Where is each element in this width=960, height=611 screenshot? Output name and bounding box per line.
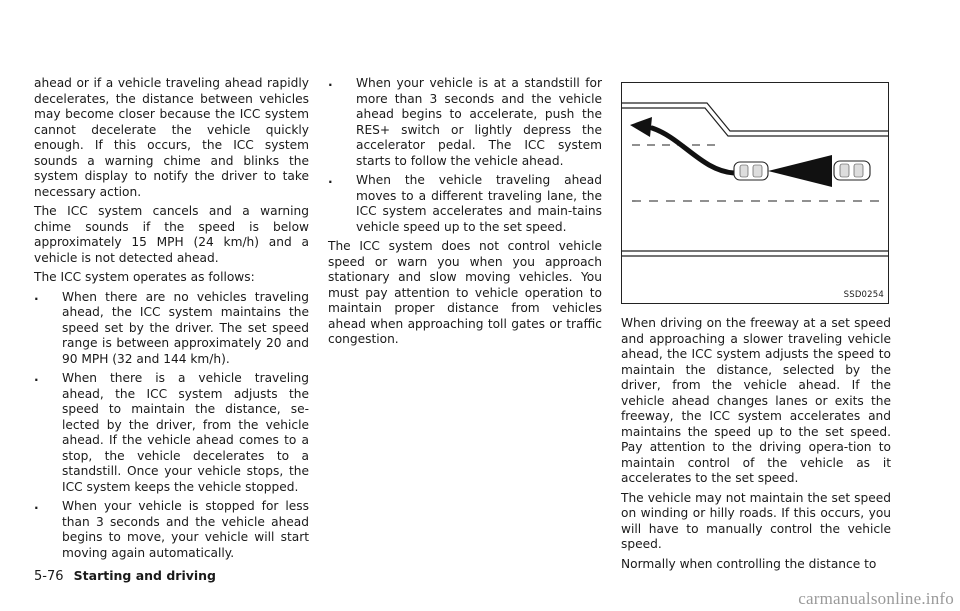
list-item-text: When your vehicle is at a standstill for more than 3 seconds and the vehicle ahead begins to accelerate, push the RES+ switch or lightly depress the accelerator pedal. The ICC system starts to follow the vehicle ahead. [356,76,602,168]
vehicle-ahead [834,161,870,180]
following-vehicle [734,162,768,180]
bullet-list [34,290,309,562]
text-column-right [621,316,891,576]
list-item-text: When the vehicle traveling ahead moves to a different traveling lane, the ICC system accelerates and main-tains vehicle speed up to the set speed. [356,173,602,234]
list-item-text: When there is a vehicle traveling ahead, the ICC system adjusts the speed to maintain the distance, se-lected by the driver, from the vehicle ahead. If the vehicle ahead comes to a stop, the vehicle decelerates to a standstill. Once your vehicle stops, the ICC system keeps the vehicle stopped. [62,371,309,494]
paragraph: ahead or if a vehicle traveling ahead rapidly decelerates, the distance between vehicles may become closer because the ICC system cannot decelerate the vehicle quickly enough. If this occurs, the ICC system sounds a warning chime and blinks the system display to notify the driver to take necessary action. [34,76,309,199]
bullet-marker: . [328,172,333,186]
paragraph: The ICC system cancels and a warning chime sounds if the speed is below approximately 15 MPH (24 km/h) and a vehicle is not detected ahead. [34,204,309,265]
bullet-marker: . [34,288,39,303]
bullet-marker: . [34,498,39,512]
list-item [328,76,602,169]
list-item-text: When there are no vehicles traveling ahead, the ICC system maintains the speed set by the driver. The set speed range is between approximately 20 and 90 MPH (32 and 144 km/h). [62,289,309,366]
paragraph: Normally when controlling the distance to [621,556,877,571]
figure-id-label: SSD0254 [843,290,884,300]
paragraph: The ICC system does not control vehicle speed or warn you when you approach stationary and slow moving vehicles. You must pay attention to vehicle operation to maintain proper distance from vehicles ahead when approaching toll gates or traffic congestion. [328,239,602,346]
bullet-list [328,76,602,235]
page-number: 5-76 [34,569,64,584]
paragraph: When driving on the freeway at a set speed and approaching a slower traveling vehicle ahead, the ICC system adjusts the speed to maintain the distance, selected by the driver, from the vehicle ahead. If the vehicle ahead changes lanes or exits the freeway, the ICC system accelerates and maintains the speed up to the set speed. Pay attention to the driving opera-tion to maintain control of the vehicle as it accelerates to the set speed. [621,316,891,485]
list-item [34,371,309,495]
list-item [328,173,602,235]
page-footer [34,568,216,584]
text-column-left [34,76,309,565]
lane-change-arrow [652,128,734,173]
section-title: Starting and driving [73,568,217,583]
lane-change-illustration [621,82,889,304]
road-edge-line [622,103,888,131]
paragraph: The vehicle may not maintain the set speed on winding or hilly roads. If this occurs, you will have to manually control the vehicle speed. [621,490,891,551]
list-item [34,290,309,368]
list-item-text: When your vehicle is stopped for less than 3 seconds and the vehicle ahead begins to move, your vehicle will start moving again automatically. [62,499,309,560]
watermark: carmanualsonline.info [798,589,954,608]
text-column-middle [328,76,602,352]
bullet-marker: . [34,370,39,384]
arrow-head [630,117,652,137]
road-diagram [622,83,888,303]
list-item [34,499,309,561]
bullet-marker: . [328,75,333,89]
paragraph: The ICC system operates as follows: [34,270,255,284]
radar-detection-beam [768,155,832,187]
